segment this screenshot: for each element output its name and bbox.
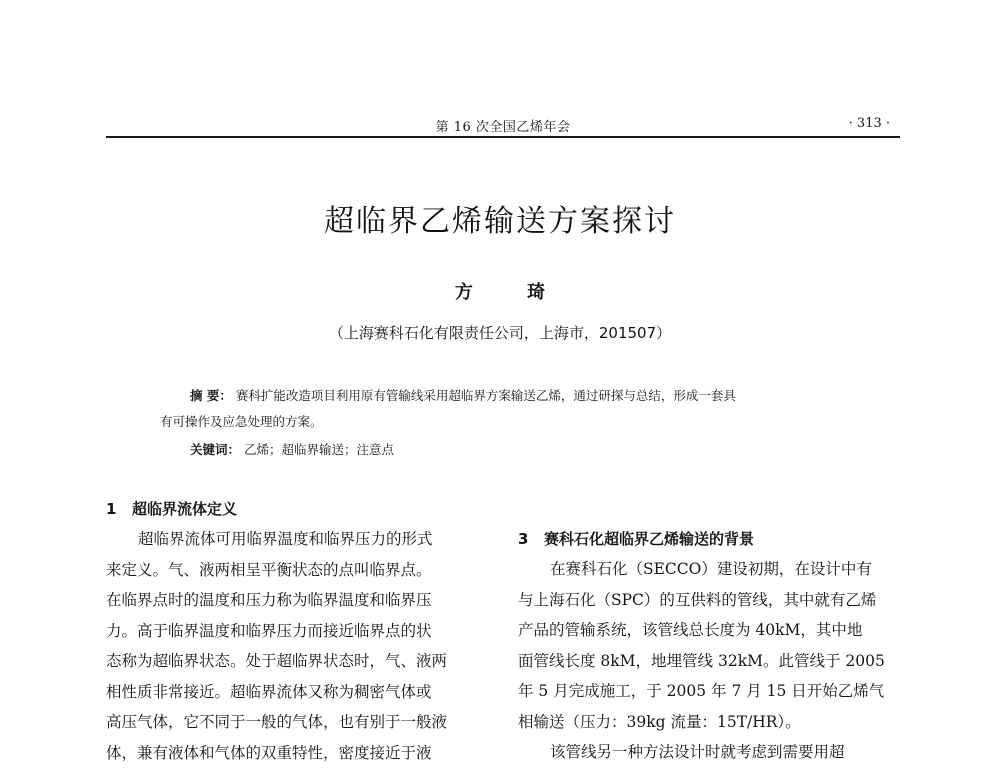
section-1-paragraph xyxy=(106,524,488,768)
paper-title: 超临界乙烯输送方案探讨 xyxy=(0,196,1000,240)
author-affiliation: （上海赛科石化有限责任公司，上海市，201507） xyxy=(0,322,1000,343)
text-line: 在临界点时的温度和压力称为临界温度和临界压 xyxy=(106,585,488,616)
author-name: 方 琦 xyxy=(0,278,1000,304)
section-1-number: 1 xyxy=(106,494,132,524)
text-line: 相输送（压力：39kg 流量：15T/HR）。 xyxy=(518,707,900,738)
right-column xyxy=(518,524,900,768)
text-line: 与上海石化（SPC）的互供料的管线，其中就有乙烯 xyxy=(518,585,900,616)
abstract-text-1: 赛科扩能改造项目利用原有管输线采用超临界方案输送乙烯，通过研探与总结，形成一套具 xyxy=(236,388,736,403)
running-header xyxy=(106,116,900,136)
keywords-line xyxy=(160,437,850,463)
text-line: 年 5 月完成施工，于 2005 年 7 月 15 日开始乙烯气 xyxy=(518,676,900,707)
abstract-line-2: 有可操作及应急处理的方案。 xyxy=(160,409,850,435)
page-number: · 313 · xyxy=(849,116,890,131)
abstract-label: 摘 要： xyxy=(190,388,232,403)
abstract-line-1 xyxy=(160,383,850,409)
text-line: 相性质非常接近。超临界流体又称为稠密气体或 xyxy=(106,677,488,708)
section-3-number: 3 xyxy=(518,524,544,554)
text-line: 态称为超临界状态。处于超临界状态时，气、液两 xyxy=(106,646,488,677)
section-3-title: 赛科石化超临界乙烯输送的背景 xyxy=(544,530,754,548)
text-line: 力。高于临界温度和临界压力而接近临界点的状 xyxy=(106,616,488,647)
text-line: 体，兼有液体和气体的双重特性，密度接近于液 xyxy=(106,738,488,768)
section-1-title: 超临界流体定义 xyxy=(132,500,237,518)
section-1-heading xyxy=(106,494,488,524)
keywords-label: 关键词： xyxy=(190,442,240,457)
text-line: 产品的管输系统，该管线总长度为 40kM，其中地 xyxy=(518,615,900,646)
conference-name: 第 16 次全国乙烯年会 xyxy=(106,116,900,135)
abstract-block xyxy=(160,383,850,463)
section-3-paragraph xyxy=(518,554,900,768)
keywords-text: 乙烯；超临界输送；注意点 xyxy=(244,442,394,457)
section-3-heading xyxy=(518,524,900,554)
text-line: 超临界流体可用临界温度和临界压力的形式 xyxy=(106,524,488,555)
text-line: 高压气体，它不同于一般的气体，也有别于一般液 xyxy=(106,707,488,738)
text-line: 来定义。气、液两相呈平衡状态的点叫临界点。 xyxy=(106,555,488,586)
text-line: 在赛科石化（SECCO）建设初期，在设计中有 xyxy=(518,554,900,585)
left-column xyxy=(106,494,488,768)
header-rule xyxy=(106,136,900,138)
text-line: 该管线另一种方法设计时就考虑到需要用超 xyxy=(518,737,900,768)
text-line: 面管线长度 8kM，地埋管线 32kM。此管线于 2005 xyxy=(518,646,900,677)
